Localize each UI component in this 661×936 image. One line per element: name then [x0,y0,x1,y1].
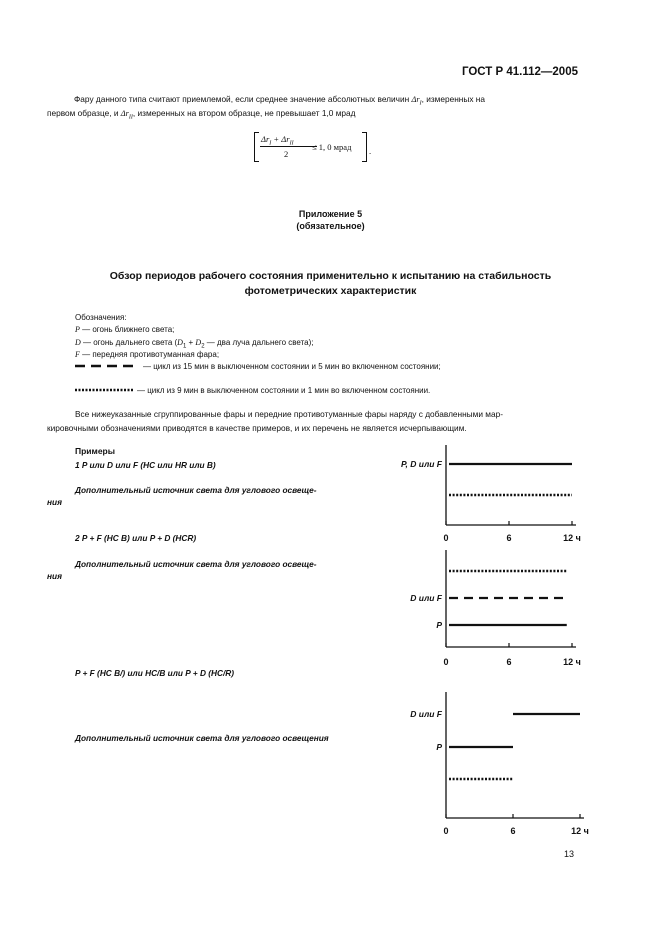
intro-line-2 [47,106,355,125]
section-title-line-1: Обзор периодов рабочего состояния применительно к испытанию на стабильность [109,270,552,282]
row-label: D или F [410,593,442,603]
body-line-2: кировочными обозначениями приводятся в качестве примеров, и их перечень не является исчерпывающим. [47,423,467,433]
example-1-note-a: Дополнительный источник света для углового освеще- [75,485,317,495]
legend-heading: Обозначения: [75,313,127,322]
example-1-note-b: ния [47,497,62,507]
chart-3 [360,692,590,837]
x-tick-label: 12 ч [563,533,581,543]
body-line-1: Все нижеуказанные сгруппированные фары и передние противотуманные фары наряду с добавленными мар- [75,409,503,419]
example-2-note-a: Дополнительный источник света для углового освеще- [75,559,317,569]
delta-r-ii: $\Delta r_{II}$ [120,109,133,121]
examples-heading: Примеры [75,446,115,456]
formula-numerator: $\Delta r_I + \Delta r_{II}$ [261,134,294,147]
chart-2 [360,550,590,675]
legend-d: D — огонь дальнего света ($D_1 + D_2$ — два луча дальнего света); [75,338,314,350]
example-2-note-b: ния [47,571,62,581]
row-label: P [436,620,442,630]
page-number: 13 [563,849,574,859]
example-2-title: 2 P + F (HC B) или P + D (HCR) [75,533,197,543]
x-tick-label: 0 [443,657,449,667]
section-title-line-2: фотометрических характеристик [244,285,417,297]
appendix-title: Приложение 5 [298,209,363,219]
formula-denominator: 2 [284,149,289,159]
intro-text-a: Фару данного типа считают приемлемой, если среднее значение абсолютных величин [74,94,410,104]
intro-text-b: , измеренных на [421,94,485,104]
legend-p: P — огонь ближнего света; [75,325,175,334]
x-tick-label: 6 [506,657,512,667]
x-tick-label: 6 [506,533,512,543]
dotted-line-symbol [75,386,137,394]
x-tick-label: 12 ч [563,657,581,667]
legend-f: F — передняя противотуманная фара; [75,350,220,359]
x-tick-label: 6 [510,826,516,836]
intro-text-c: первом образце, и [47,108,119,118]
x-tick-label: 12 ч [571,826,589,836]
formula [254,132,374,162]
formula-end: . [369,146,372,156]
row-label: D или F [410,709,442,719]
x-tick-label: 0 [443,826,449,836]
row-label: P, D или F [400,459,442,469]
example-1-title: 1 P или D или F (HC или HR или B) [75,460,216,470]
x-tick-label: 0 [443,533,449,543]
chart-1 [360,445,590,545]
dashed-line-symbol [75,362,137,370]
example-3-title: P + F (HC B/) или HC/B или P + D (HC/R) [75,668,235,678]
appendix-subtitle: (обязательное) [296,221,365,231]
intro-text-d: , измеренных на втором образце, не превышает 1,0 мрад [132,108,356,118]
example-3-note: Дополнительный источник света для углового освещения [75,733,329,743]
legend-dot-text: — цикл из 9 мин в выключенном состоянии и 1 мин во включенном состоянии. [137,386,431,395]
row-label: P [436,742,442,752]
legend-dash-text: — цикл из 15 мин в выключенном состоянии и 5 мин во включенном состоянии; [143,362,441,371]
document-code: ГОСТ Р 41.112—2005 [461,66,578,78]
fraction-bar [260,146,317,147]
formula-rhs: ≤ 1, 0 мрад [312,142,352,152]
delta-r-i: $\Delta r_I$ [411,95,422,107]
